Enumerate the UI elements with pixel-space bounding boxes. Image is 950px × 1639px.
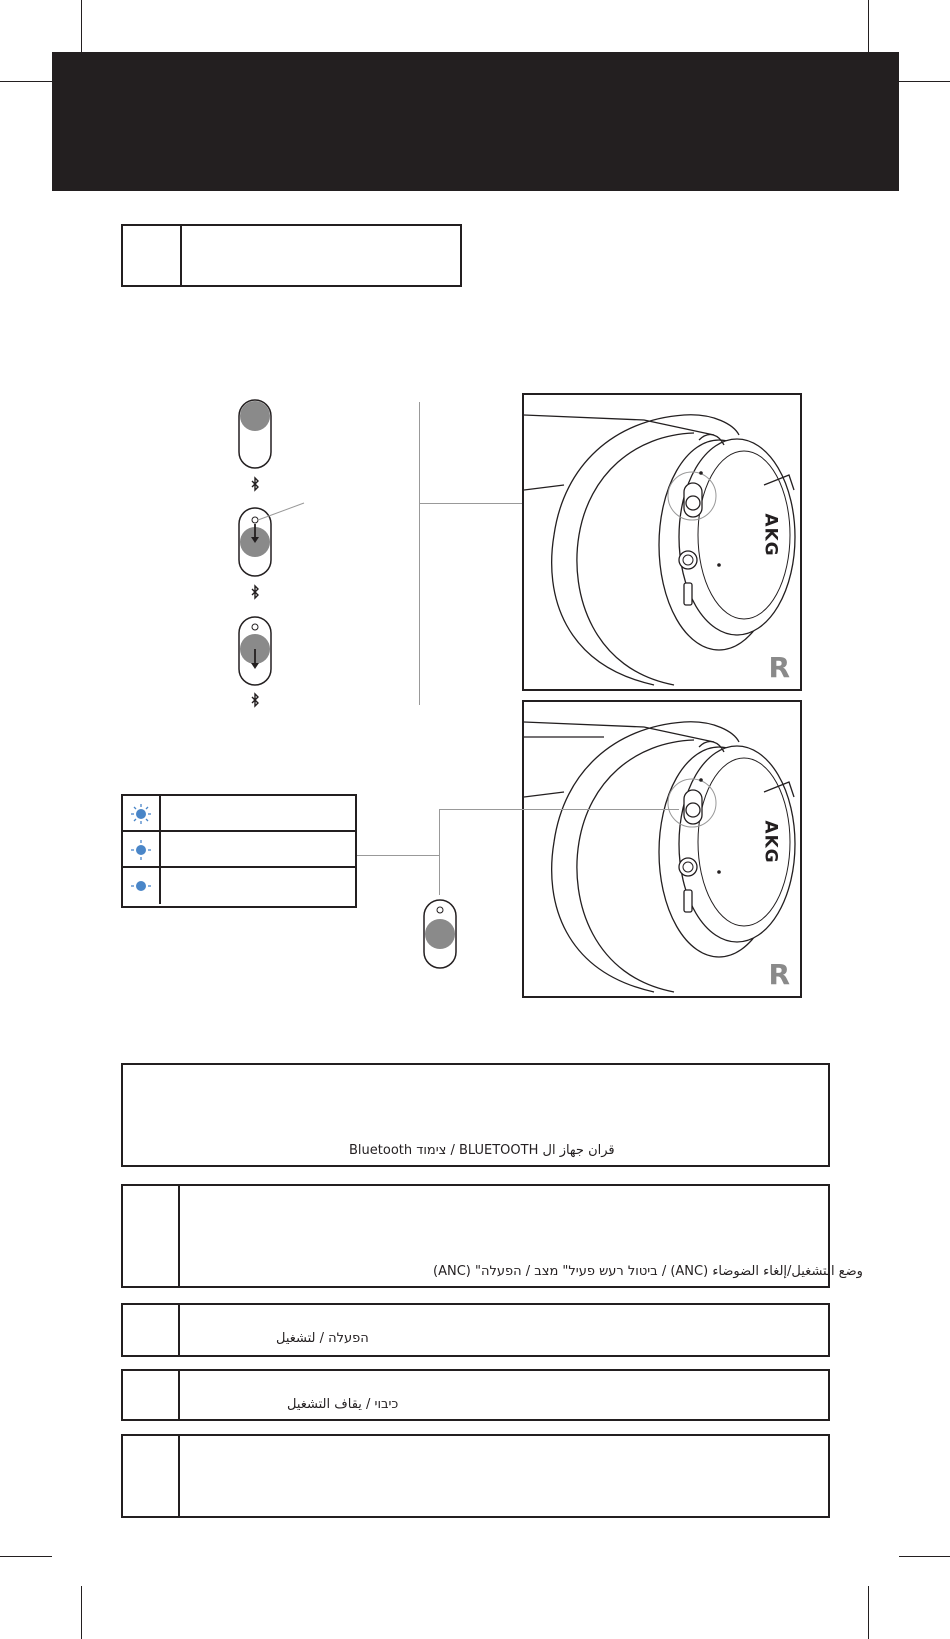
led-row-flash-fast xyxy=(123,796,355,832)
crop-mark-top-right-h xyxy=(899,81,950,82)
brand-logo: AKG xyxy=(760,820,781,864)
crop-mark-bottom-left-h xyxy=(0,1556,52,1557)
bluetooth-pairing-label: Bluetooth צימוד / BLUETOOTH قران جهاز ال xyxy=(349,1143,615,1158)
crop-mark-bottom-right-v xyxy=(868,1586,869,1639)
bluetooth-icon xyxy=(252,586,258,598)
power-off-label: כיבוי / يقاف التشغيل xyxy=(287,1397,399,1412)
switch-position-bottom xyxy=(239,617,271,685)
led-callout-horizontal xyxy=(439,809,679,810)
bluetooth-icon xyxy=(252,694,258,706)
power-off-number-divider xyxy=(178,1371,180,1419)
crop-mark-top-left-h xyxy=(0,81,52,82)
crop-mark-bottom-left-v xyxy=(81,1586,82,1639)
led-icon-cell xyxy=(123,868,161,904)
led-row-solid xyxy=(123,868,355,904)
section-title-box xyxy=(121,224,462,287)
headphone-drawing xyxy=(524,395,800,689)
power-switch-icon xyxy=(420,898,460,970)
led-row-flash-slow xyxy=(123,832,355,868)
ear-marker: R xyxy=(768,651,790,684)
headphone-drawing xyxy=(524,702,800,996)
switch-position-middle xyxy=(239,503,304,576)
bluetooth-icon xyxy=(252,478,258,490)
anc-mode-box xyxy=(121,1184,863,1288)
brand-logo: AKG xyxy=(760,513,781,557)
headphone-illustration-bottom xyxy=(522,700,802,998)
led-solid-icon xyxy=(130,875,152,897)
anc-number-divider xyxy=(178,1186,180,1286)
section-number-divider xyxy=(180,226,182,285)
led-flash-slow-icon xyxy=(130,839,152,861)
led-icon-cell xyxy=(123,796,161,830)
led-callout-vertical xyxy=(439,809,440,895)
power-off-box xyxy=(121,1369,830,1421)
anc-mode-label: (ANC) "ביטול רעש פעיל" מצב / הפעלה / (ANC) وضع التشغيل/إلغاء الضوضاء xyxy=(433,1264,863,1279)
slider-switch-diagram xyxy=(220,395,320,715)
ear-marker: R xyxy=(768,958,790,991)
switch-position-top xyxy=(239,400,271,468)
crop-mark-top-right-v xyxy=(868,0,869,52)
crop-mark-top-left-v xyxy=(81,0,82,52)
led-icon-cell xyxy=(123,832,161,866)
last-info-box xyxy=(121,1434,830,1518)
headphone-illustration-top xyxy=(522,393,802,691)
header-bar xyxy=(52,52,899,191)
led-flash-fast-icon xyxy=(130,803,152,825)
power-on-number-divider xyxy=(178,1305,180,1355)
last-number-divider xyxy=(178,1436,180,1516)
bluetooth-pairing-box xyxy=(121,1063,830,1167)
power-on-label: הפעלה / لتشغيل xyxy=(276,1331,369,1346)
led-indicator-table xyxy=(121,794,357,908)
callout-line-vertical xyxy=(419,402,420,705)
led-callout-line xyxy=(357,855,439,856)
crop-mark-bottom-right-h xyxy=(899,1556,950,1557)
power-on-box xyxy=(121,1303,830,1357)
